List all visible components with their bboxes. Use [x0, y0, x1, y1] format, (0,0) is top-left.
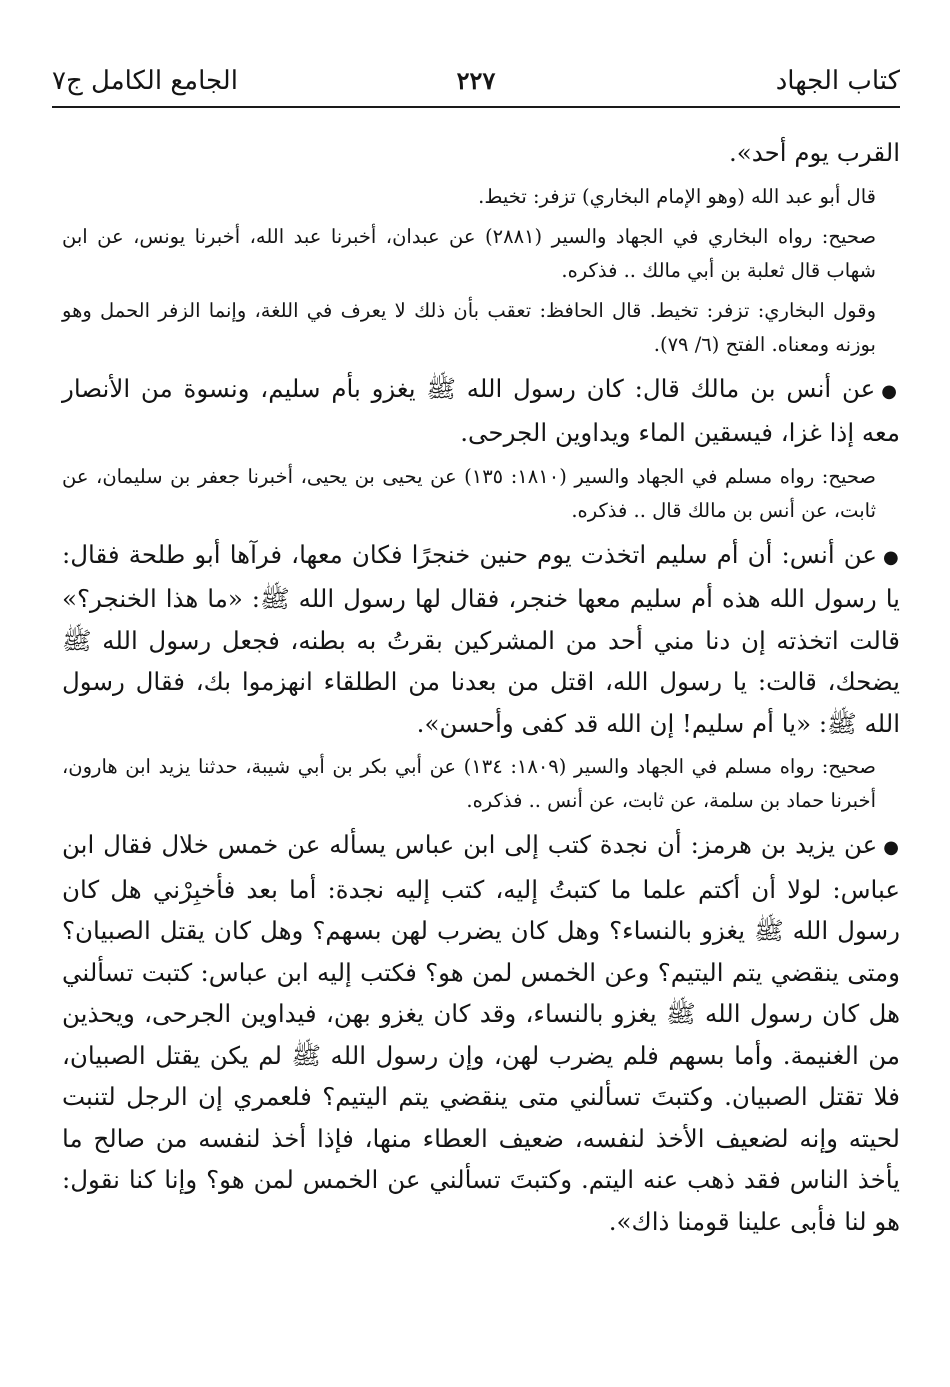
note-paragraph: [62, 180, 900, 214]
note-paragraph: [62, 750, 900, 818]
note-paragraph: [62, 460, 900, 528]
paragraph-text: قال أبو عبد الله (وهو الإمام البخاري) تزفر: تخيط.: [478, 184, 876, 208]
hadith-paragraph: [62, 534, 900, 745]
paragraph-text: وقول البخاري: تزفر: تخيط. قال الحافظ: تعقب بأن ذلك لا يعرف في اللغة، وإنما الزفر الحمل وهو بوزنه ومعناه. الفتح (٦/ ٧٩).: [62, 298, 876, 356]
hadith-paragraph: [62, 824, 900, 1242]
page-number: ٢٢٧: [456, 66, 496, 95]
bullet-icon: ●: [883, 546, 900, 568]
book-title: الجامع الكامل ج٧: [52, 66, 238, 96]
page-header: [52, 58, 900, 108]
paragraph-text: صحيح: رواه مسلم في الجهاد والسير (١٨١٠: ١٣٥) عن يحيى بن يحيى، أخبرنا جعفر بن سليمان، عن ثابت، عن أنس بن مالك قال .. فذكره.: [62, 464, 876, 522]
bullet-icon: ●: [883, 837, 900, 858]
bullet-icon: ●: [881, 380, 900, 402]
note-paragraph: [62, 220, 900, 288]
paragraph-text: صحيح: رواه البخاري في الجهاد والسير (٢٨٨١) عن عبدان، أخبرنا عبد الله، أخبرنا يونس، عن ابن شهاب قال ثعلبة بن أبي مالك .. فذكره.: [62, 224, 876, 282]
paragraph-text: القرب يوم أحد».: [728, 138, 900, 167]
chapter-title: كتاب الجهاد: [775, 66, 900, 96]
page-body: [62, 132, 900, 1248]
paragraph-text: عن يزيد بن هرمز: أن نجدة كتب إلى ابن عباس يسأله عن خمس خلال فقال ابن عباس: لولا أن أكتم علما ما كتبتُ إليه، كتب إليه نجدة: أما بعد فأخبِرْني هل كان رسول الله ﷺ يغزو بالنساء؟ وهل كان يضرب لهن بسهم؟ وهل كان يقتل الصبيان؟ ومتى ينقضي يتم اليتيم؟ وعن الخمس لمن هو؟ فكتب إليه ابن عباس: كتبت تسألني هل كان رسول الله ﷺ يغزو بالنساء، وقد كان يغزو بهن، فيداوين الجرحى، ويحذين من الغنيمة. وأما بسهم فلم يضرب لهن، وإن رسول الله ﷺ لم يكن يقتل الصبيان، فلا تقتل الصبيان. وكتبتَ تسألني متى ينقضي يتم اليتيم؟ فلعمري إن الرجل لتنبت لحيته وإنه لضعيف الأخذ لنفسه، ضعيف العطاء منها، فإذا أخذ لنفسه من صالح ما يأخذ الناس فقد ذهب عنه اليتم. وكتبتَ تسألني عن الخمس لمن هو؟ وإنا كنا نقول: هو لنا فأبى علينا قومنا ذاك».: [62, 830, 900, 1236]
header-rule: [52, 106, 900, 108]
paragraph-text: عن أنس: أن أم سليم اتخذت يوم حنين خنجرًا فكان معها، فرآها أبو طلحة فقال: يا رسول الله هذه أم سليم معها خنجر، فقال لها رسول الله ﷺ: «ما هذا الخنجر؟» قالت اتخذته إن دنا مني أحد من المشركين بقرتُ به بطنه، فجعل رسول الله ﷺ يضحك، قالت: يا رسول الله، اقتل من بعدنا من الطلقاء انهزموا بك، فقال رسول الله ﷺ: «يا أم سليم! إن الله قد كفى وأحسن».: [62, 539, 900, 738]
main-paragraph: [62, 132, 900, 174]
paragraph-text: عن أنس بن مالك قال: كان رسول الله ﷺ يغزو بأم سليم، ونسوة من الأنصار معه إذا غزا، فيسقين الماء ويداوين الجرحى.: [62, 373, 900, 447]
note-paragraph: [62, 294, 900, 362]
hadith-paragraph: [62, 368, 900, 454]
paragraph-text: صحيح: رواه مسلم في الجهاد والسير (١٨٠٩: ١٣٤) عن أبي بكر بن أبي شيبة، حدثنا يزيد ابن هارون، أخبرنا حماد بن سلمة، عن ثابت، عن أنس .. فذكره.: [62, 755, 876, 812]
